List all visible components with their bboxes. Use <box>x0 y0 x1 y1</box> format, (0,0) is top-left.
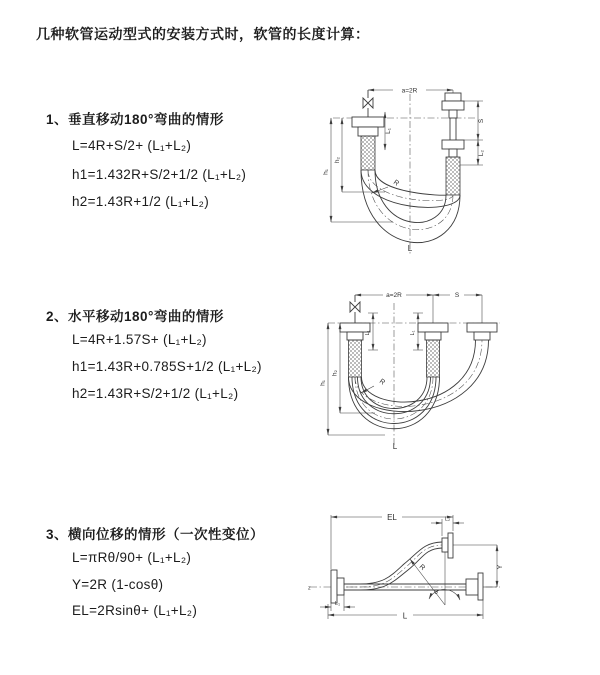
left-flange <box>331 570 337 603</box>
section-3-formula-L: L=πRθ/90+ (L₁+L₂) <box>72 550 192 565</box>
dim-label-h2: h₂ <box>331 369 339 377</box>
diagram-horizontal-180-bend <box>315 283 585 453</box>
valve-icon <box>363 98 368 108</box>
section-1-formula-L: L=4R+S/2+ (L₁+L₂) <box>72 138 192 153</box>
dim-label-y: Y <box>497 564 504 570</box>
hose-displaced <box>344 542 442 584</box>
section-1-formula-h2: h2=1.43R+1/2 (L₁+L₂) <box>72 194 210 209</box>
diagram-vertical-180-bend <box>313 80 593 265</box>
section-3-heading: 3、横向位移的情形（一次性变位） <box>46 527 265 542</box>
dim-label-h1: h₁ <box>319 380 327 386</box>
dim-label-a2r: a=2R <box>386 292 402 300</box>
hose-braid <box>349 340 362 377</box>
dim-label-r: R <box>377 377 387 387</box>
hose-braid <box>361 136 375 170</box>
section-2-heading: 2、水平移动180°弯曲的情形 <box>46 309 224 324</box>
hose-braid <box>427 340 440 377</box>
left-flange <box>352 117 384 127</box>
right-flange <box>442 101 464 110</box>
dim-label-l2: L₂ <box>478 149 485 157</box>
dim-label-s: S <box>454 292 460 300</box>
dim-label-l-total: L <box>392 442 398 451</box>
dim-label-l-total: L <box>402 611 408 621</box>
dim-label-l-total: L <box>407 244 413 253</box>
hose-braid <box>446 157 460 195</box>
dim-label-r: R <box>391 178 401 188</box>
dim-label-l1: L₁ <box>335 601 340 607</box>
middle-flange <box>418 323 448 332</box>
dim-label-l1: L₁ <box>410 330 416 336</box>
diagram-lateral-displacement <box>300 503 600 643</box>
right-flange <box>467 323 497 332</box>
dim-label-r: R <box>417 563 427 572</box>
dim-label-h2: h₂ <box>334 156 341 164</box>
axis-mark-z: z <box>308 585 311 592</box>
right-flange <box>478 573 483 600</box>
dim-label-a2r: a=2R <box>401 87 418 95</box>
section-2-formula-h1: h1=1.43R+0.785S+1/2 (L₁+L₂) <box>72 359 262 374</box>
valve-icon <box>350 302 355 312</box>
section-1-heading: 1、垂直移动180°弯曲的情形 <box>46 112 224 127</box>
dim-label-l2: L₂ <box>444 516 451 523</box>
section-3-formula-EL: EL=2Rsinθ+ (L₁+L₂) <box>72 603 198 618</box>
dim-label-h1: h₁ <box>322 169 330 175</box>
dim-label-l1: L₁ <box>385 128 392 134</box>
top-flange <box>448 533 453 558</box>
page-title: 几种软管运动型式的安装方式时，软管的长度计算： <box>36 26 370 42</box>
dim-label-theta: θ <box>434 589 438 596</box>
dim-label-s: S <box>478 118 485 124</box>
section-1-formula-h1: h1=1.432R+S/2+1/2 (L₁+L₂) <box>72 167 247 182</box>
section-3-formula-Y: Y=2R (1-cosθ) <box>72 577 164 592</box>
section-2-formula-h2: h2=1.43R+S/2+1/2 (L₁+L₂) <box>72 386 239 401</box>
dim-label-el: EL <box>387 513 397 522</box>
section-2-formula-L: L=4R+1.57S+ (L₁+L₂) <box>72 332 207 347</box>
dim-label-l1: L₁ <box>365 330 371 336</box>
